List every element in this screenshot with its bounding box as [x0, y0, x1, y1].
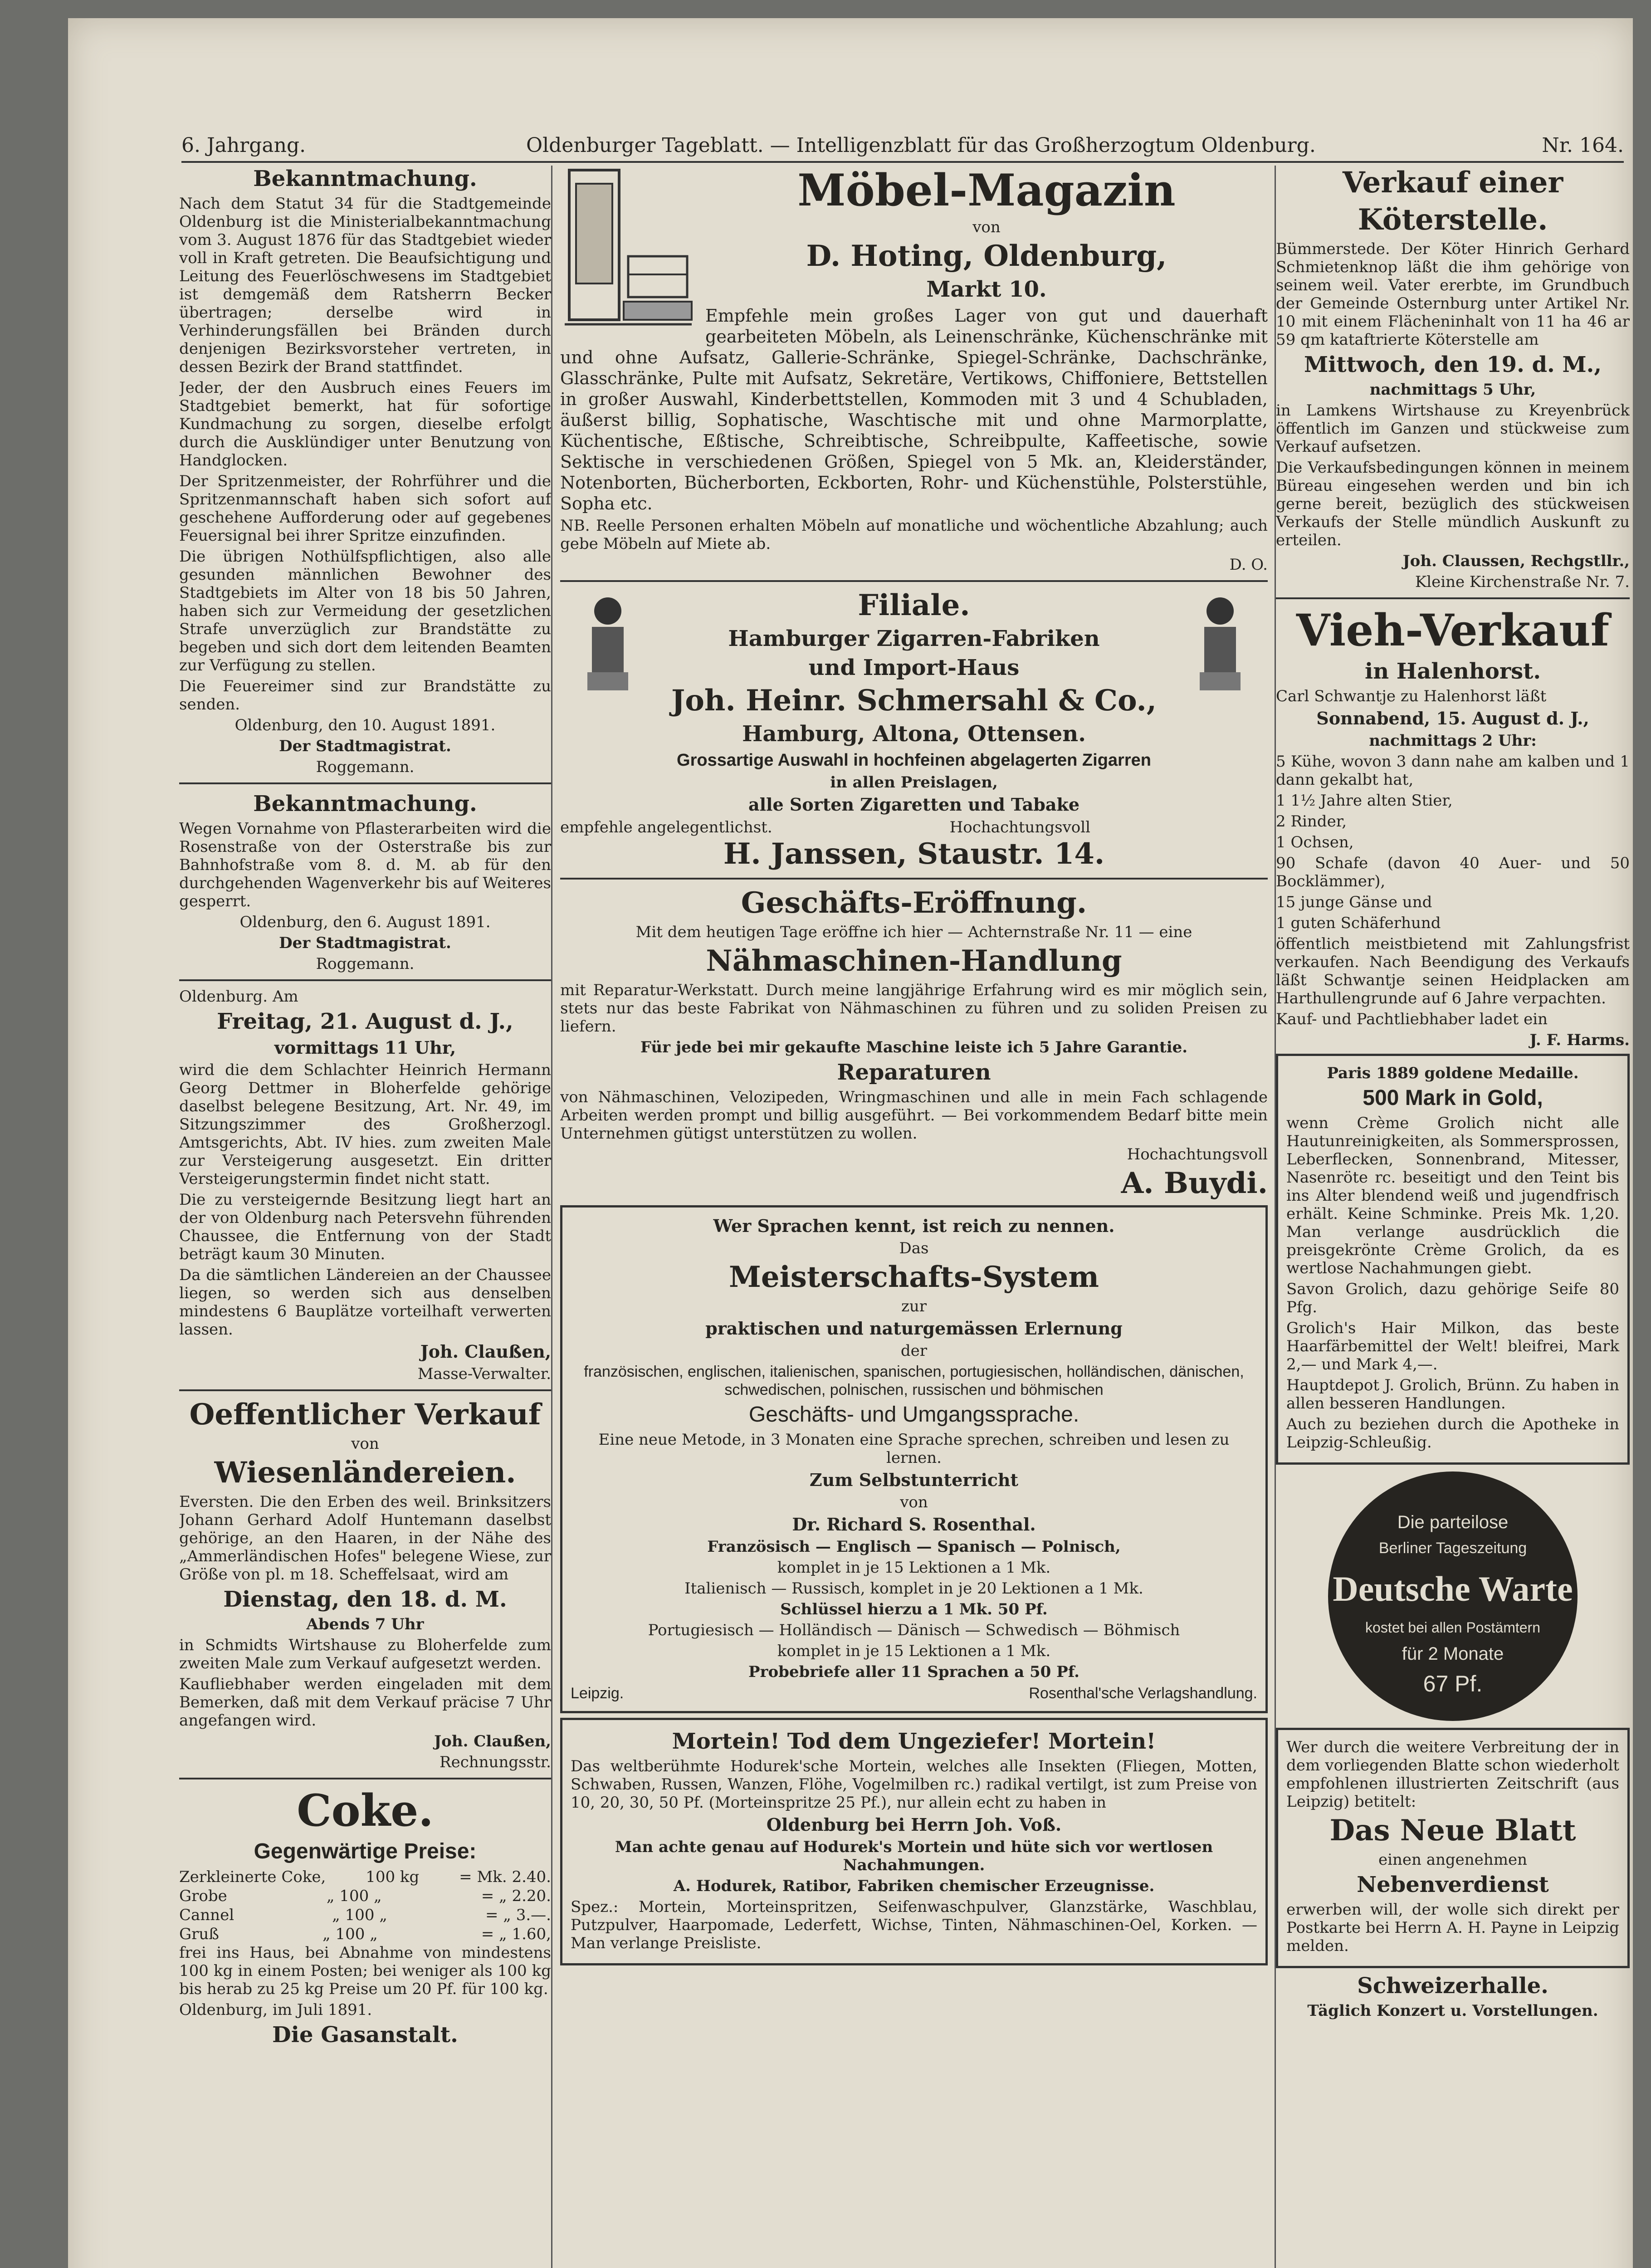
price-row: Gruß „ 100 „ = „ 1.60,: [179, 1925, 551, 1943]
notice-paragraph: Die übrigen Nothülfspflichtigen, also alle gesunden männlichen Bewohner des Stadtgebiets im Alter von 18 bis 50 Jahren, haben sich zur Vermeidung der gesetzlichen Strafe unverzüglich zur Brandstätte zu begeben und sich dort dem leitenden Beamten zur Verfügung zu stellen.: [179, 547, 551, 675]
deutsche-warte-badge: [1326, 1469, 1580, 1723]
cigar-line: alle Sorten Zigaretten und Tabake: [748, 794, 1080, 815]
notice-date: Oldenburg, den 10. August 1891.: [234, 716, 496, 734]
center-column: [560, 166, 1268, 2268]
language-publisher: Rosenthal'sche Verlagshandlung.: [1029, 1685, 1257, 1702]
divider: [179, 1389, 551, 1391]
sale-date: Dienstag, den 18. d. M.: [223, 1587, 507, 1612]
language-line: praktischen und naturgemässen Erlernung: [705, 1318, 1123, 1339]
price-row: Grobe „ 100 „ = „ 2.20.: [179, 1887, 551, 1905]
right-column: [1275, 166, 1630, 2268]
language-line: Italienisch — Russisch, komplet in je 20 Lektionen a 1 Mk.: [684, 1579, 1143, 1598]
notice-paragraph: Der Spritzenmeister, der Rohrführer und die Spritzenmannschaft haben sich sofort auf geschehene Aufforderung oder auf gegebenes Feuersignal bei ihrer Spritze einzufinden.: [179, 472, 551, 545]
divider: [560, 878, 1268, 880]
farm-sale-paragraph: Die Verkaufsbedingungen können in meinem Büreau eingesehen werden und bin ich gerne bereit, bezüglich des stückweisen Verkaufs der Stelle mündlich Auskunft zu erteilen.: [1276, 459, 1630, 549]
language-author: Dr. Richard S. Rosenthal.: [792, 1514, 1036, 1535]
smoker-figure-left: [578, 593, 637, 693]
venue-title: Schweizerhalle.: [1357, 1973, 1548, 1999]
language-line: Probebriefe aller 11 Sprachen a 50 Pf.: [748, 1663, 1080, 1681]
mortein-title: Mortein! Tod dem Ungeziefer! Mortein!: [672, 1729, 1156, 1754]
cigar-ad: [560, 588, 1268, 871]
cattle-sale-paragraph: öffentlich meistbietend mit Zahlungsfrist verkaufen. Nach Beendigung des Verkaufs läßt Schwantje seinen Heidplacken am Harthullengrunde auf 6 Jahre verpachten.: [1276, 935, 1630, 1007]
language-line: Portugiesisch — Holländisch — Dänisch — Schwedisch — Böhmisch: [648, 1621, 1180, 1639]
language-title: Meisterschafts-System: [728, 1260, 1099, 1294]
cattle-item: 1 Ochsen,: [1276, 833, 1354, 851]
cattle-item: 1 1½ Jahre alten Stier,: [1276, 792, 1453, 810]
sale-role: Rechnungsstr.: [439, 1753, 551, 1771]
badge-title: Deutsche Warte: [1333, 1569, 1573, 1608]
cigar-signature: H. Janssen, Staustr. 14.: [723, 837, 1105, 871]
cattle-sale-paragraph: Kauf- und Pachtliebhaber ladet ein: [1276, 1010, 1548, 1028]
auction-paragraph: Da die sämtlichen Ländereien an der Chaussee liegen, so werden sich aus denselben mindestens 6 Bauplätze vorteilhaft verwerten lassen.: [179, 1266, 551, 1339]
left-column: [179, 166, 552, 2268]
farm-sale-time: nachmittags 5 Uhr,: [1369, 381, 1536, 399]
farm-sale-title: Verkauf einer: [1342, 166, 1563, 200]
farm-sale-title-2: Köterstelle.: [1358, 203, 1548, 237]
cream-title: 500 Mark in Gold,: [1363, 1086, 1543, 1110]
divider: [179, 979, 551, 981]
magazine-title: Das Neue Blatt: [1329, 1813, 1576, 1848]
venue-subtitle: Täglich Konzert u. Vorstellungen.: [1307, 2002, 1598, 2020]
cream-header: Paris 1889 goldene Medaille.: [1327, 1064, 1579, 1082]
cattle-item: 90 Schafe (davon 40 Auer- und 50 Bocklämmer),: [1276, 854, 1630, 890]
coke-paragraph: frei ins Haus, bei Abnahme von mindestens 100 kg in einem Posten; bei weniger als 100 kg bis herab zu 25 kg Preise um 20 Pf. für 100 kg.: [179, 1944, 551, 1998]
cigar-line: Grossartige Auswahl in hochfeinen abgelagerten Zigarren: [677, 751, 1151, 770]
cigar-line: in allen Preislagen,: [830, 773, 998, 792]
smoker-figure-right: [1191, 593, 1250, 693]
furniture-firm: D. Hoting, Oldenburg,: [806, 239, 1167, 273]
cream-paragraph: Grolich's Hair Milkon, das beste Haarfärbemittel der Welt! bleifrei, Mark 2,— und Mark 4,—.: [1286, 1319, 1619, 1374]
farm-sale-signature: Joh. Claussen, Rechgstllr.,: [1402, 552, 1630, 570]
sewing-paragraph: von Nähmaschinen, Velozipeden, Wringmaschinen und alle in mein Fach schlagende Arbeiten werden prompt und billig ausgeführt. — Bei vorkommendem Bedarf bitte mein Unternehmen gütigst unterstützen zu wollen.: [560, 1088, 1268, 1143]
divider: [179, 1778, 551, 1779]
sale-time: Abends 7 Uhr: [306, 1615, 424, 1633]
furniture-initials: D. O.: [1229, 556, 1268, 574]
sale-paragraph: in Schmidts Wirtshause zu Bloherfelde zum zweiten Male zum Verkauf aufgesetzt werden.: [179, 1636, 551, 1672]
sale-von: von: [351, 1435, 379, 1453]
newspaper-page: [68, 18, 1633, 2268]
coke-signature: Die Gasanstalt.: [272, 2022, 458, 2048]
language-line: der: [900, 1342, 928, 1360]
notice-name: Roggemann.: [316, 758, 415, 776]
cattle-item: 5 Kühe, wovon 3 dann nahe am kalben und 1 dann gekalbt hat,: [1276, 753, 1630, 789]
price-row: Cannel „ 100 „ = „ 3.—.: [179, 1906, 551, 1924]
cream-paragraph: Auch zu beziehen durch die Apotheke in Leipzig-Schleußig.: [1286, 1415, 1619, 1452]
mortein-products: Spez.: Mortein, Morteinspritzen, Seifenwaschpulver, Glanzstärke, Waschblau, Putzpulver, Haarpomade, Lederfett, Wichse, Tinten, Nähmaschinen-Oel, Korken. — Man verlange Preisliste.: [571, 1898, 1257, 1952]
badge-line-2: Berliner Tageszeitung: [1378, 1540, 1527, 1557]
cigar-line: Hochachtungsvoll: [949, 818, 1090, 836]
notice-title: Bekanntmachung.: [253, 166, 477, 191]
notice-title: Bekanntmachung.: [253, 791, 477, 816]
sewing-title: Geschäfts-Eröffnung.: [741, 886, 1087, 920]
sewing-ad: [560, 886, 1268, 1201]
notice-paragraph: Nach dem Statut 34 für die Stadtgemeinde Oldenburg ist die Ministerialbekanntmachung vom 3. August 1876 für das Stadtgebiet wieder voll in Kraft getreten. Die Beaufsichtigung und Leitung des Feuerlöschwesens im Stadtgebiet ist demgemäß dem Ratsherrn Becker übertragen; derselbe wird in Verhinderungsfällen bei Bränden durch denjenigen Bezirksvorsteher vertreten, in dessen Bezirk der Brand stattfindet.: [179, 195, 551, 376]
sale-signature: Joh. Claußen,: [434, 1732, 551, 1750]
notice-signature: Der Stadtmagistrat.: [279, 737, 451, 755]
cigar-line: und Import-Haus: [808, 655, 1020, 680]
language-line: komplet in je 15 Lektionen a 1 Mk.: [777, 1642, 1051, 1660]
language-line: Französisch — Englisch — Spanisch — Polnisch,: [707, 1538, 1121, 1556]
language-line: Schlüssel hierzu a 1 Mk. 50 Pf.: [780, 1600, 1048, 1618]
page-header: [181, 134, 1624, 163]
badge-line-4: für 2 Monate: [1402, 1644, 1504, 1664]
magazine-paragraph: Wer durch die weitere Verbreitung der in dem vorliegenden Blatte schon wiederholt empfohlenen illustrierten Zeitschrift (aus Leipzig) betitelt:: [1286, 1738, 1619, 1811]
sale-title-2: Wiesenländereien.: [214, 1456, 516, 1490]
furniture-illustration: [560, 166, 696, 338]
cigar-firm: Joh. Heinr. Schmersahl & Co.,: [671, 684, 1157, 718]
cattle-sale-paragraph: Carl Schwantje zu Halenhorst läßt: [1276, 687, 1547, 705]
cattle-item: 15 junge Gänse und: [1276, 893, 1432, 911]
language-line: französischen, englischen, italienischen, spanischen, portugiesischen, holländischen, dänischen, schwedischen, polnischen, russischen und böhmischen: [584, 1363, 1244, 1398]
furniture-paragraph: Empfehle mein großes Lager von gut und dauerhaft gearbeiteten Möbeln, als Leinenschränke, Küchenschränke mit und ohne Aufsatz, Gallerie-Schränke, Spiegel-Schränke, Dachschränke, Glasschränke, Pulte mit Aufsatz, Sekretäre, Vertikows, Chiffoniere, Bettstellen in großer Auswahl, Kinderbettstellen, Kommoden mit 3 und 4 Schubladen, äußerst billig, Sophatische, Waschtische mit und ohne Marmorplatte, Küchentische, Eßtische, Schreibtische, Schreibpulte, Kaffeetische, sowie Sektische in verschiedenen Größen, Spiegel von 5 Mk. an, Kleiderständer, Notenborten, Bücherborten, Eckborten, Rohr- und Küchenstühle, Polsterstühle, Sopha etc.: [560, 306, 1268, 513]
divider: [1276, 597, 1630, 599]
cattle-sale-date: Sonnabend, 15. August d. J.,: [1316, 708, 1589, 728]
notice-signature: Der Stadtmagistrat.: [279, 934, 451, 952]
auction-role: Masse-Verwalter.: [417, 1365, 551, 1383]
notice-paragraph: Jeder, der den Ausbruch eines Feuers im Stadtgebiet bemerkt, hat für sofortige Kundmachung zu sorgen, dieselbe erfolgt durch die Ausklündiger unter Benutzung von Handglocken.: [179, 379, 551, 469]
cattle-sale-time: nachmittags 2 Uhr:: [1369, 732, 1537, 750]
sewing-signature: A. Buydi.: [1121, 1166, 1268, 1200]
mortein-paragraph: Das weltberühmte Hodurek'sche Mortein, welches alle Insekten (Fliegen, Motten, Schwaben, Russen, Wanzen, Flöhe, Vogelmilben rc.) radikal vertilgt, ist zum Preise von 10, 20, 30, 50 Pf. (Morteinspritze 25 Pf.), nur allein echt zu haben in: [571, 1757, 1257, 1812]
sewing-paragraph: mit Reparatur-Werkstatt. Durch meine langjährige Erfahrung wird es mir möglich sein, stets nur das beste Fabrikat von Nähmaschinen zu führen und zu soliden Preisen zu liefern.: [560, 981, 1268, 1036]
issue-number: Nr. 164.: [1542, 134, 1624, 157]
furniture-title: Möbel-Magazin: [797, 166, 1176, 216]
notice-paragraph: Die Feuereimer sind zur Brandstätte zu senden.: [179, 677, 551, 714]
furniture-address: Markt 10.: [926, 277, 1047, 302]
cream-paragraph: wenn Crème Grolich nicht alle Hautunreinigkeiten, als Sommersprossen, Leberflecken, Sonnenbrand, Mitesser, Nasenröte rc. beseitigt und den Teint bis ins Alter blendend weiß und jugendfrisch erhält. Keine Schminke. Preis Mk. 1,20. Man verlange ausdrücklich die preisgekrönte Crème Grolich, da es wertlose Nachahmungen giebt.: [1286, 1114, 1619, 1277]
sale-paragraph: Kaufliebhaber werden eingeladen mit dem Bemerken, daß mit dem Verkauf präcise 7 Uhr angefangen wird.: [179, 1675, 551, 1730]
sewing-guarantee: Für jede bei mir gekaufte Maschine leiste ich 5 Jahre Garantie.: [640, 1038, 1188, 1056]
language-line: komplet in je 15 Lektionen a 1 Mk.: [777, 1559, 1051, 1577]
cigar-cities: Hamburg, Altona, Ottensen.: [742, 721, 1086, 747]
cream-paragraph: Savon Grolich, dazu gehörige Seife 80 Pfg.: [1286, 1280, 1619, 1316]
divider: [179, 782, 551, 784]
sewing-title-3: Reparaturen: [837, 1060, 991, 1085]
sewing-title-2: Nähmaschinen-Handlung: [706, 944, 1122, 978]
cream-paragraph: Hauptdepot J. Grolich, Brünn. Zu haben in allen besseren Handlungen.: [1286, 1376, 1619, 1413]
farm-sale-paragraph: Bümmerstede. Der Köter Hinrich Gerhard Schmietenknop läßt die ihm gehörige von seinem weil. Vater ererbte, im Grundbuch der Gemeinde Osternburg unter Artikel Nr. 10 mit einem Flächeninhalt von 11 ha 46 ar 59 qm kataftrierte Köterstelle am: [1276, 240, 1630, 349]
auction-signature: Joh. Claußen,: [420, 1341, 551, 1362]
language-banner: Wer Sprachen kennt, ist reich zu nennen.: [713, 1216, 1115, 1236]
language-city: Leipzig.: [571, 1685, 624, 1702]
language-line: Zum Selbstunterricht: [809, 1470, 1019, 1490]
cattle-sale-title: Vieh-Verkauf: [1296, 605, 1610, 656]
cattle-item: 1 guten Schäferhund: [1276, 914, 1441, 932]
auction-date: Freitag, 21. August d. J.,: [217, 1009, 513, 1034]
badge-line-3: kostet bei allen Postämtern: [1365, 1619, 1540, 1636]
cattle-sale-place: in Halenhorst.: [1364, 659, 1541, 684]
cattle-sale-signature: J. F. Harms.: [1529, 1031, 1630, 1049]
language-line: Das: [899, 1239, 929, 1257]
notice-paragraph: Wegen Vornahme von Pflasterarbeiten wird die Rosenstraße von der Osterstraße bis zur Bahnhofstraße vom 8. d. M. ab für den durchgehenden Wagenverkehr bis auf Weiteres gesperrt.: [179, 820, 551, 910]
divider: [560, 580, 1268, 582]
language-line: Geschäfts- und Umgangssprache.: [748, 1403, 1080, 1427]
magazine-ad: [1276, 1728, 1630, 1968]
badge-price: 67 Pf.: [1423, 1671, 1483, 1696]
cattle-item: 2 Rinder,: [1276, 812, 1347, 831]
farm-sale-address: Kleine Kirchenstraße Nr. 7.: [1415, 573, 1630, 591]
cream-ad: [1276, 1054, 1630, 1465]
mortein-warning: Man achte genau auf Hodurek's Mortein und hüte sich vor wertlosen Nachahmungen.: [615, 1838, 1213, 1874]
sale-title: Oeffentlicher Verkauf: [189, 1398, 541, 1432]
magazine-paragraph: einen angenehmen: [1378, 1851, 1527, 1869]
language-line: Eine neue Metode, in 3 Monaten eine Sprache sprechen, schreiben und lesen zu lernen.: [598, 1431, 1230, 1467]
coke-subtitle: Gegenwärtige Preise:: [254, 1839, 477, 1863]
masthead-line: Oldenburger Tageblatt. — Intelligenzblatt für das Großherzogtum Oldenburg.: [526, 134, 1316, 157]
price-list: [179, 1867, 551, 1944]
auction-time: vormittags 11 Uhr,: [274, 1037, 456, 1058]
mortein-ad: [560, 1718, 1268, 1965]
farm-sale-date: Mittwoch, den 19. d. M.,: [1304, 352, 1602, 377]
cigar-line: Hamburger Zigarren-Fabriken: [728, 626, 1100, 651]
language-ad: [560, 1205, 1268, 1713]
mortein-maker: A. Hodurek, Ratibor, Fabriken chemischer Erzeugnisse.: [673, 1877, 1155, 1895]
magazine-paragraph: erwerben will, der wolle sich direkt per Postkarte bei Herrn A. H. Payne in Leipzig melden.: [1286, 1901, 1619, 1955]
auction-place: Oldenburg. Am: [179, 987, 298, 1006]
coke-date: Oldenburg, im Juli 1891.: [179, 2001, 372, 2019]
notice-date: Oldenburg, den 6. August 1891.: [239, 913, 491, 931]
furniture-note: NB. Reelle Personen erhalten Möbeln auf monatliche und wöchentliche Abzahlung; auch gebe Möbeln auf Miete ab.: [560, 517, 1268, 553]
sale-paragraph: Eversten. Die den Erben des weil. Brinksitzers Johann Gerhard Adolf Huntemann daselbst gehörige, an den Haaren, in der Nähe des „Ammerländischen Hofes" belegene Wiese, zur Größe von pl. m 18. Scheffelsaat, wird am: [179, 1493, 551, 1584]
language-line: von: [900, 1493, 928, 1511]
badge-line-1: Die parteilose: [1397, 1512, 1509, 1532]
auction-paragraph: Die zu versteigernde Besitzung liegt hart an der von Oldenburg nach Petersvehn führenden Chaussee, die Entfernung von der Stadt beträgt kaum 30 Minuten.: [179, 1191, 551, 1263]
sewing-regards: Hochachtungsvoll: [1127, 1145, 1268, 1163]
coke-title: Coke.: [297, 1785, 434, 1836]
magazine-title-2: Nebenverdienst: [1357, 1872, 1549, 1897]
language-line: zur: [901, 1297, 927, 1315]
price-row: Zerkleinerte Coke, 100 kg = Mk. 2.40.: [179, 1868, 551, 1886]
volume-label: 6. Jahrgang.: [181, 134, 306, 157]
furniture-ad: [560, 166, 1268, 574]
cigar-title: Filiale.: [858, 588, 970, 622]
furniture-von: von: [972, 218, 1001, 236]
notice-name: Roggemann.: [316, 955, 415, 973]
farm-sale-paragraph: in Lamkens Wirtshause zu Kreyenbrück öffentlich im Ganzen und stückweise zum Verkauf aufsetzen.: [1276, 401, 1630, 456]
cigar-line: empfehle angelegentlichst.: [560, 818, 772, 836]
auction-paragraph: wird die dem Schlachter Heinrich Hermann Georg Dettmer in Bloherfelde gehörige daselbst belegene Besitzung, Art. Nr. 49, im Sitzungszimmer des Großherzogl. Amtsgerichts, Abt. IV hies. zum zweiten Male zur Versteigerung ausgesetzt. Ein dritter Versteigerungstermin findet nicht statt.: [179, 1061, 551, 1188]
sewing-paragraph: Mit dem heutigen Tage eröffne ich hier — Achternstraße Nr. 11 — eine: [635, 923, 1192, 941]
mortein-dealer: Oldenburg bei Herrn Joh. Voß.: [766, 1814, 1062, 1835]
